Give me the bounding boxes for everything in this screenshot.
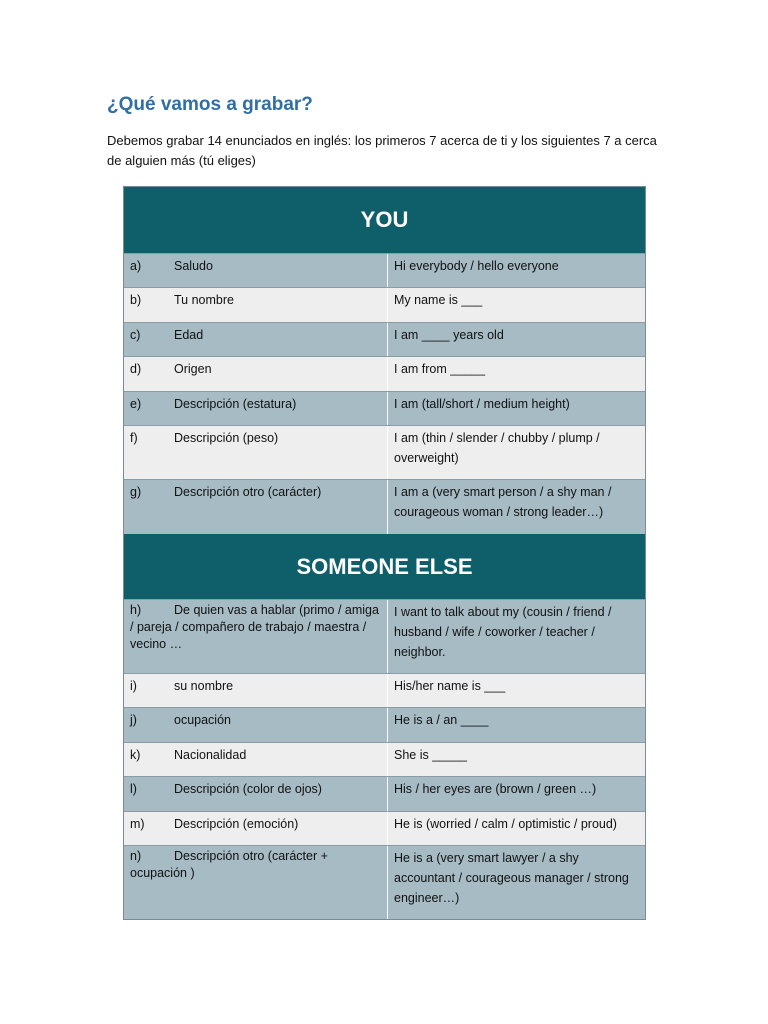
- english-cell: He is (worried / calm / optimistic / proud): [394, 817, 617, 831]
- row-label: Edad: [174, 328, 204, 342]
- english-cell: Hi everybody / hello everyone: [394, 259, 559, 273]
- recording-table: [123, 186, 646, 920]
- row-label: Descripción (color de ojos): [174, 782, 322, 796]
- row-letter: m): [130, 817, 145, 831]
- table-row: [124, 707, 645, 742]
- table-row: [124, 811, 645, 845]
- row-label: Descripción (emoción): [174, 817, 299, 831]
- table-row: [124, 322, 645, 356]
- row-letter: i): [130, 679, 137, 693]
- table-row: [124, 845, 645, 919]
- row-letter: c): [130, 328, 141, 342]
- prompt-cell: [124, 288, 388, 322]
- row-label: Descripción (estatura): [174, 397, 297, 411]
- prompt-cell: [124, 323, 388, 356]
- row-label: De quien vas a hablar (primo / amiga / pareja / compañero de trabajo / maestra / vecino …: [130, 603, 379, 651]
- row-letter: n): [130, 849, 142, 863]
- prompt-cell: [124, 846, 388, 919]
- prompt-cell: [124, 254, 388, 287]
- row-letter: a): [130, 259, 142, 273]
- row-label: Descripción otro (carácter + ocupación ): [130, 849, 328, 880]
- row-letter: g): [130, 485, 142, 499]
- table-row: [124, 287, 645, 322]
- row-label: Descripción otro (carácter): [174, 485, 322, 499]
- english-cell: I want to talk about my (cousin / friend / husband / wife / coworker / teacher / neighbor.: [394, 605, 612, 659]
- row-label: Origen: [174, 362, 212, 376]
- english-cell: I am (tall/short / medium height): [394, 397, 570, 411]
- english-cell: I am from _____: [394, 362, 486, 376]
- row-letter: d): [130, 362, 142, 376]
- prompt-cell: [124, 674, 388, 707]
- row-letter: l): [130, 782, 137, 796]
- table-row: [124, 356, 645, 391]
- table-row: [124, 253, 645, 287]
- row-label: Saludo: [174, 259, 213, 273]
- table-row: [124, 599, 645, 673]
- row-label: Descripción (peso): [174, 431, 279, 445]
- prompt-cell: [124, 812, 388, 845]
- english-cell: I am (thin / slender / chubby / plump / overweight): [394, 431, 600, 465]
- prompt-cell: [124, 480, 388, 534]
- english-cell: My name is ___: [394, 293, 483, 307]
- prompt-cell: [124, 777, 388, 811]
- row-label: ocupación: [174, 713, 231, 727]
- english-cell: His / her eyes are (brown / green …): [394, 782, 597, 796]
- table-row: [124, 479, 645, 534]
- table-row: [124, 673, 645, 707]
- prompt-cell: [124, 600, 388, 673]
- intro-paragraph: Debemos grabar 14 enunciados en inglés: los primeros 7 acerca de ti y los siguientes 7 a cerca de alguien más (tú eliges): [107, 133, 657, 168]
- prompt-cell: [124, 426, 388, 479]
- english-cell: He is a / an ____: [394, 713, 489, 727]
- section-header-someone-else: SOMEONE ELSE: [124, 534, 645, 599]
- prompt-cell: [124, 743, 388, 776]
- row-letter: j): [130, 713, 137, 727]
- english-cell: He is a (very smart lawyer / a shy accountant / courageous manager / strong engineer…): [394, 851, 629, 905]
- english-cell: His/her name is ___: [394, 679, 506, 693]
- row-label: su nombre: [174, 679, 234, 693]
- table-row: [124, 391, 645, 425]
- row-letter: e): [130, 397, 142, 411]
- english-cell: She is _____: [394, 748, 467, 762]
- english-cell: I am a (very smart person / a shy man / courageous woman / strong leader…): [394, 485, 612, 519]
- row-letter: b): [130, 293, 142, 307]
- row-label: Tu nombre: [174, 293, 234, 307]
- table-row: [124, 776, 645, 811]
- prompt-cell: [124, 357, 388, 391]
- table-row: [124, 742, 645, 776]
- prompt-cell: [124, 392, 388, 425]
- row-letter: k): [130, 748, 141, 762]
- row-label: Nacionalidad: [174, 748, 247, 762]
- table-row: [124, 425, 645, 479]
- page-title: ¿Qué vamos a grabar?: [107, 94, 313, 115]
- row-letter: f): [130, 431, 138, 445]
- prompt-cell: [124, 708, 388, 742]
- section-header-you: YOU: [124, 187, 645, 253]
- english-cell: I am ____ years old: [394, 328, 504, 342]
- row-letter: h): [130, 603, 142, 617]
